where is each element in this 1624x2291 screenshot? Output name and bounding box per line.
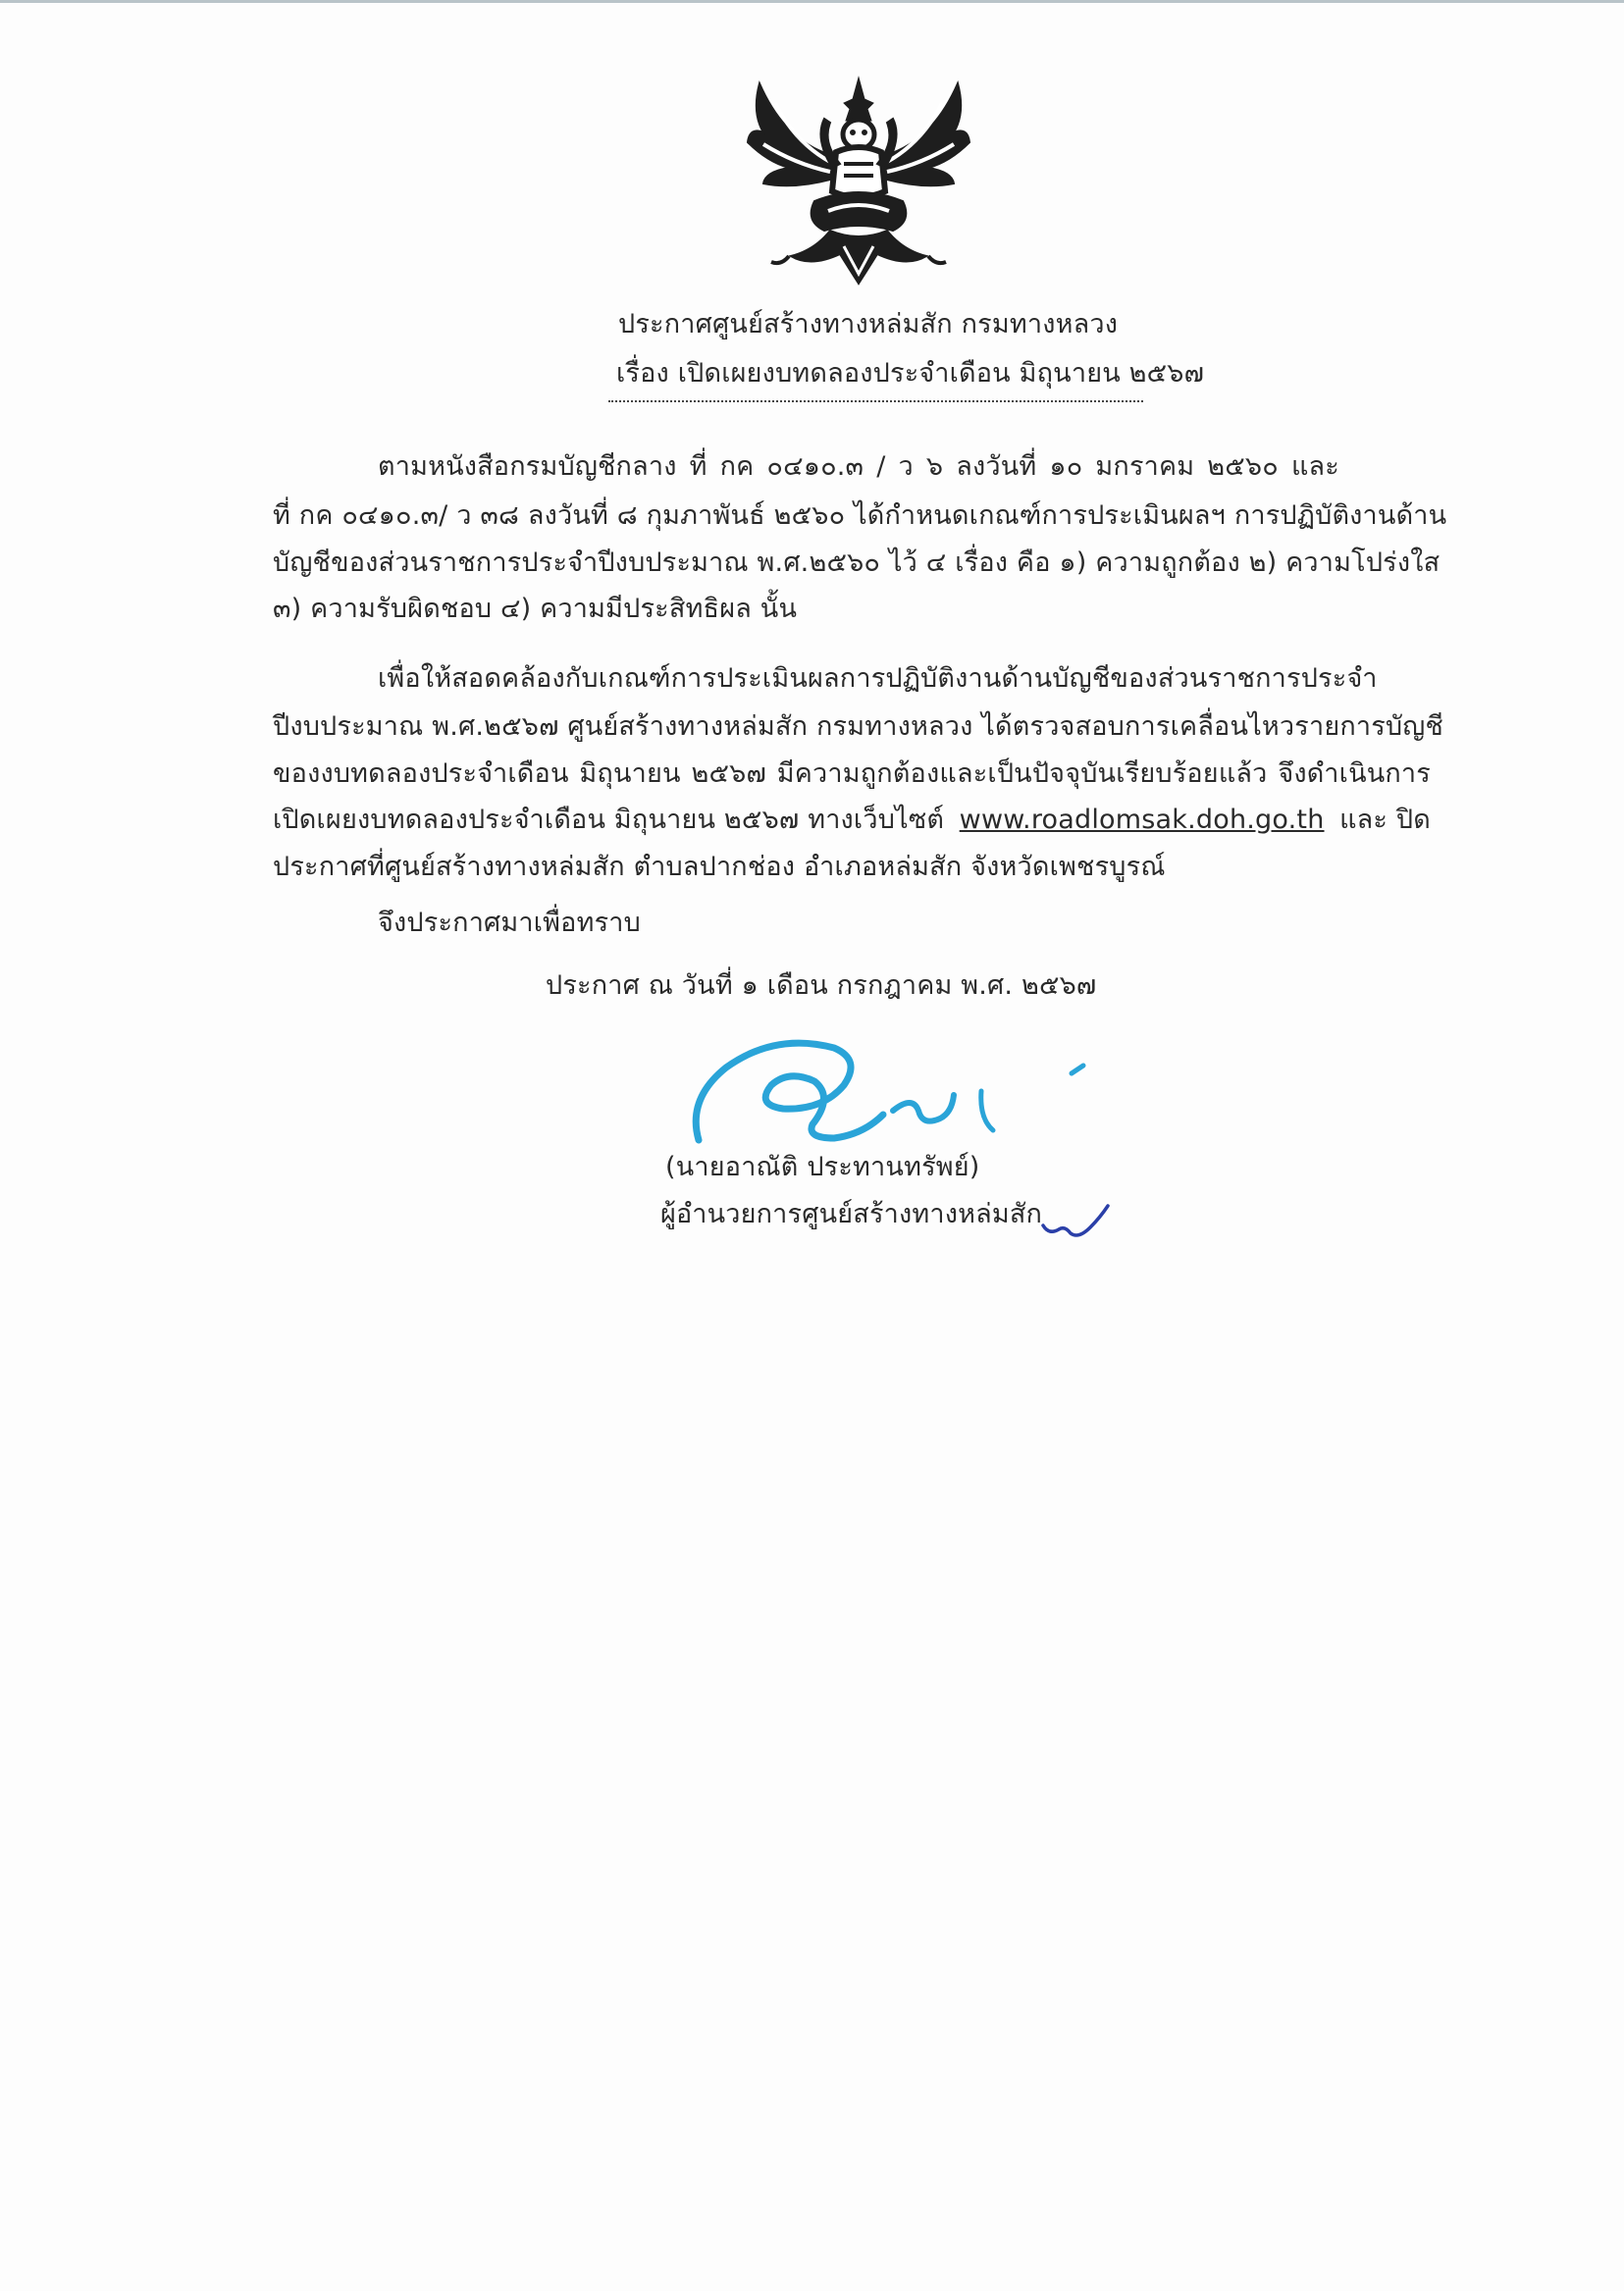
- date-line: ประกาศ ณ วันที่ ๑ เดือน กรกฎาคม พ.ศ. ๒๕๖๗: [546, 970, 1097, 1001]
- scan-edge: [0, 0, 1624, 3]
- title-line-1: ประกาศศูนย์สร้างทางหล่มสัก กรมทางหลวง: [618, 309, 1119, 339]
- para1-line-2: ที่ กค ๐๔๑๐.๓/ ว ๓๘ ลงวันที่ ๘ กุมภาพันธ์ ๒๕๖๐ ได้กำหนดเกณฑ์การประเมินผลฯ การปฏิบัติงานด้าน: [273, 500, 1447, 531]
- signer-position: ผู้อำนวยการศูนย์สร้างทางหล่มสัก: [660, 1199, 1043, 1229]
- para2-line-3: ของงบทดลองประจำเดือน มิถุนายน ๒๕๖๗ มีความถูกต้องและเป็นปัจจุบันเรียบร้อยแล้ว จึงดำเนินการ: [273, 758, 1431, 789]
- para2-line-4-end: และ ปิด: [1339, 805, 1431, 835]
- para2-line-4-text: เปิดเผยงบทดลองประจำเดือน มิถุนายน ๒๕๖๗ ทางเว็บไซต์: [273, 805, 945, 835]
- para1-line-1: ตามหนังสือกรมบัญชีกลาง ที่ กค ๐๔๑๐.๓ / ว ๖ ลงวันที่ ๑๐ มกราคม ๒๕๖๐ และ: [378, 451, 1339, 482]
- garuda-emblem-icon: [746, 74, 971, 291]
- website-link[interactable]: www.roadlomsak.doh.go.th: [959, 805, 1325, 835]
- para2-line-4: [273, 803, 1431, 838]
- para2-line-1: เพื่อให้สอดคล้องกับเกณฑ์การประเมินผลการปฏิบัติงานด้านบัญชีของส่วนราชการประจำ: [378, 663, 1378, 694]
- handwritten-signature: [687, 1030, 1099, 1158]
- title-divider: [608, 400, 1143, 402]
- signer-name: (นายอาณัติ ประทานทรัพย์): [665, 1152, 980, 1182]
- handwritten-initial: [1035, 1192, 1114, 1241]
- title-line-2-subject: เรื่อง เปิดเผยงบทดลองประจำเดือน มิถุนายน ๒๕๖๗: [616, 358, 1205, 389]
- para1-line-4: ๓) ความรับผิดชอบ ๔) ความมีประสิทธิผล นั้น: [273, 594, 798, 624]
- closing-line: จึงประกาศมาเพื่อทราบ: [378, 908, 641, 938]
- para2-line-2: ปีงบประมาณ พ.ศ.๒๕๖๗ ศูนย์สร้างทางหล่มสัก กรมทางหลวง ได้ตรวจสอบการเคลื่อนไหวรายการบัญชี: [273, 711, 1444, 742]
- para2-line-5: ประกาศที่ศูนย์สร้างทางหล่มสัก ตำบลปากช่อง อำเภอหล่มสัก จังหวัดเพชรบูรณ์: [273, 852, 1166, 882]
- para1-line-3: บัญชีของส่วนราชการประจำปีงบประมาณ พ.ศ.๒๕๖๐ ไว้ ๔ เรื่อง คือ ๑) ความถูกต้อง ๒) ความโปร่งใส: [273, 547, 1441, 578]
